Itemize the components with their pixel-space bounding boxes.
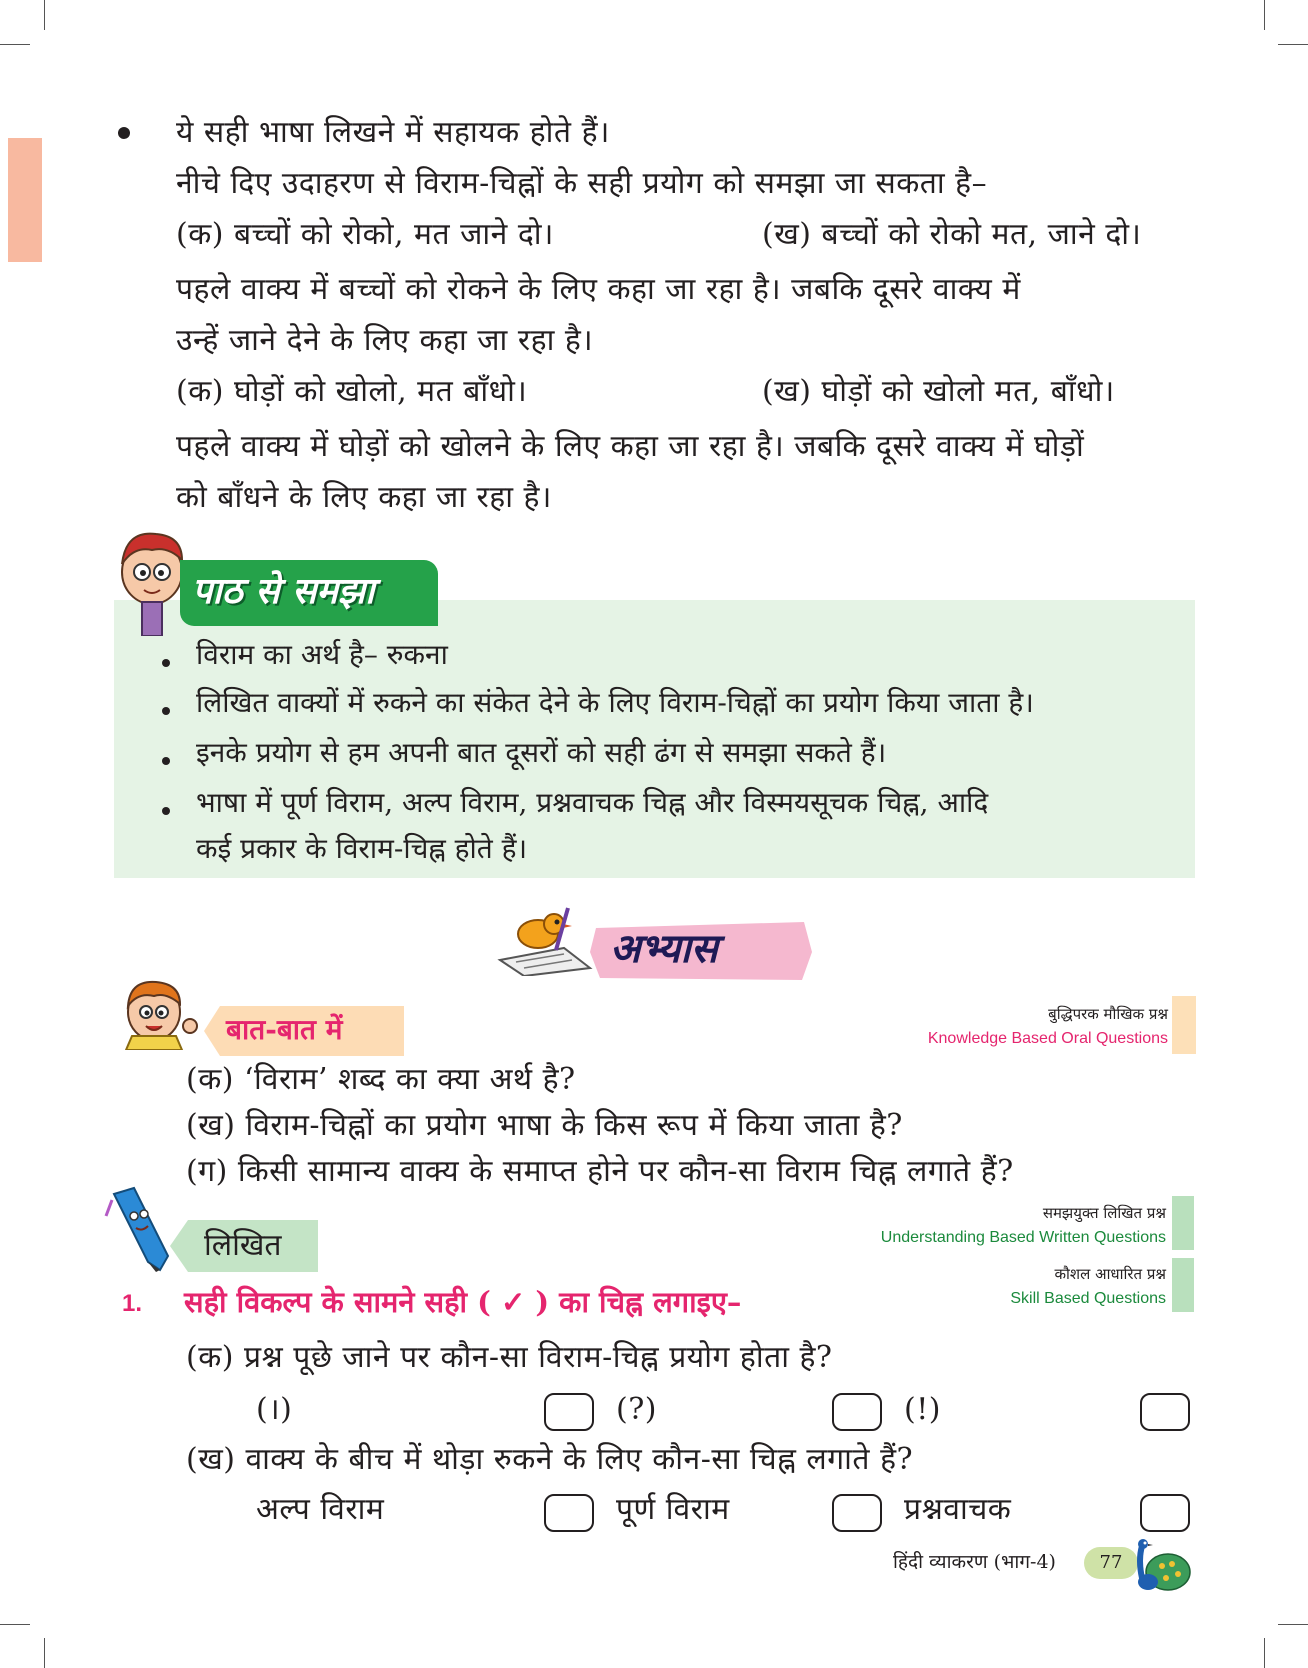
option-label: प्रश्नवाचक [904, 1492, 1012, 1527]
side-color-tab [8, 138, 42, 262]
summary-item: इनके प्रयोग से हम अपनी बात दूसरों को सही ढंग से समझा सकते हैं। [196, 736, 887, 769]
pencil-mascot-icon [104, 1186, 178, 1272]
crop-mark [44, 0, 45, 30]
q1-number: 1. [122, 1290, 143, 1317]
explain1-line1: पहले वाक्य में बच्चों को रोकने के लिए कहा जा रहा है। जबकि दूसरे वाक्य में [176, 272, 1021, 307]
sub-question-b: (ख) वाक्य के बीच में थोड़ा रुकने के लिए कौन-सा चिह्न लगाते हैं? [186, 1442, 914, 1477]
written-label1-hi: समझयुक्त लिखित प्रश्न [1042, 1204, 1166, 1222]
crop-mark [0, 44, 30, 45]
explain2-line1: पहले वाक्य में घोड़ों को खोलने के लिए कहा जा रहा है। जबकि दूसरे वाक्य में घोड़ों [176, 429, 1085, 464]
answer-checkbox[interactable] [832, 1494, 882, 1532]
answer-checkbox[interactable] [1140, 1494, 1190, 1532]
example1-a: (क) बच्चों को रोको, मत जाने दो। [176, 217, 554, 252]
oral-label-bar [1172, 996, 1196, 1054]
crop-mark [1264, 1638, 1265, 1668]
bird-reading-icon [494, 904, 594, 976]
option-label: (?) [616, 1392, 657, 1427]
crop-mark [1264, 0, 1265, 30]
answer-checkbox[interactable] [1140, 1393, 1190, 1431]
written-label1-en: Understanding Based Written Questions [880, 1229, 1166, 1246]
page-number: 77 [1084, 1547, 1138, 1579]
sub-question-a: (क) प्रश्न पूछे जाने पर कौन-सा विराम-चिह्न प्रयोग होता है? [186, 1340, 833, 1375]
crop-mark [1278, 1624, 1308, 1625]
explain2-line2: को बाँधने के लिए कहा जा रहा है। [176, 480, 552, 515]
written-tag: लिखित [204, 1228, 282, 1263]
bullet [162, 807, 170, 815]
summary-item: भाषा में पूर्ण विराम, अल्प विराम, प्रश्नवाचक चिह्न और विस्मयसूचक चिह्न, आदि [196, 786, 989, 819]
oral-question: (ख) विराम-चिह्नों का प्रयोग भाषा के किस रूप में किया जाता है? [186, 1108, 903, 1143]
crop-mark [1278, 44, 1308, 45]
written-label2-hi: कौशल आधारित प्रश्न [1054, 1265, 1166, 1283]
bullet [118, 127, 130, 139]
oral-label-en: Knowledge Based Oral Questions [927, 1030, 1168, 1047]
bullet [162, 707, 170, 715]
summary-item-continued: कई प्रकार के विराम-चिह्न होते हैं। [196, 832, 528, 865]
oral-question: (क) ‘विराम’ शब्द का क्या अर्थ है? [186, 1062, 576, 1097]
explain1-line2: उन्हें जाने देने के लिए कहा जा रहा है। [176, 323, 594, 358]
q1-text: सही विकल्प के सामने सही ( ✓ ) का चिह्न लगाइए– [184, 1285, 742, 1319]
bullet [162, 659, 170, 667]
written-label2-en: Skill Based Questions [1010, 1290, 1166, 1307]
summary-title: पाठ से समझा [192, 571, 375, 612]
intro-lead: नीचे दिए उदाहरण से विराम-चिह्नों के सही प्रयोग को समझा जा सकता है– [176, 166, 988, 201]
bullet [162, 757, 170, 765]
oral-label-hi: बुद्धिपरक मौखिक प्रश्न [1048, 1005, 1168, 1023]
written-label2-bar [1172, 1258, 1194, 1312]
answer-checkbox[interactable] [544, 1393, 594, 1431]
crop-mark [0, 1624, 30, 1625]
boy-waving-icon [116, 978, 200, 1050]
book-title: हिंदी व्याकरण (भाग-4) [893, 1551, 1056, 1573]
option-label: (!) [904, 1392, 941, 1427]
option-label: (।) [256, 1392, 293, 1427]
oral-tag: बात-बात में [226, 1013, 343, 1046]
peacock-icon [1128, 1534, 1192, 1594]
option-label: अल्प विराम [256, 1492, 385, 1527]
summary-item: लिखित वाक्यों में रुकने का संकेत देने के लिए विराम-चिह्नों का प्रयोग किया जाता है। [196, 686, 1034, 719]
intro-bullet-text: ये सही भाषा लिखने में सहायक होते हैं। [176, 115, 610, 150]
crop-mark [44, 1638, 45, 1668]
answer-checkbox[interactable] [544, 1494, 594, 1532]
oral-question: (ग) किसी सामान्य वाक्य के समाप्त होने पर कौन-सा विराम चिह्न लगाते हैं? [186, 1154, 1014, 1189]
summary-item: विराम का अर्थ है– रुकना [196, 638, 448, 671]
abhyas-title: अभ्यास [610, 926, 718, 972]
example2-b: (ख) घोड़ों को खोलो मत, बाँधो। [762, 374, 1115, 409]
answer-checkbox[interactable] [832, 1393, 882, 1431]
option-label: पूर्ण विराम [616, 1492, 730, 1527]
example2-a: (क) घोड़ों को खोलो, मत बाँधो। [176, 374, 528, 409]
example1-b: (ख) बच्चों को रोको मत, जाने दो। [762, 217, 1142, 252]
written-label1-bar [1172, 1196, 1194, 1250]
